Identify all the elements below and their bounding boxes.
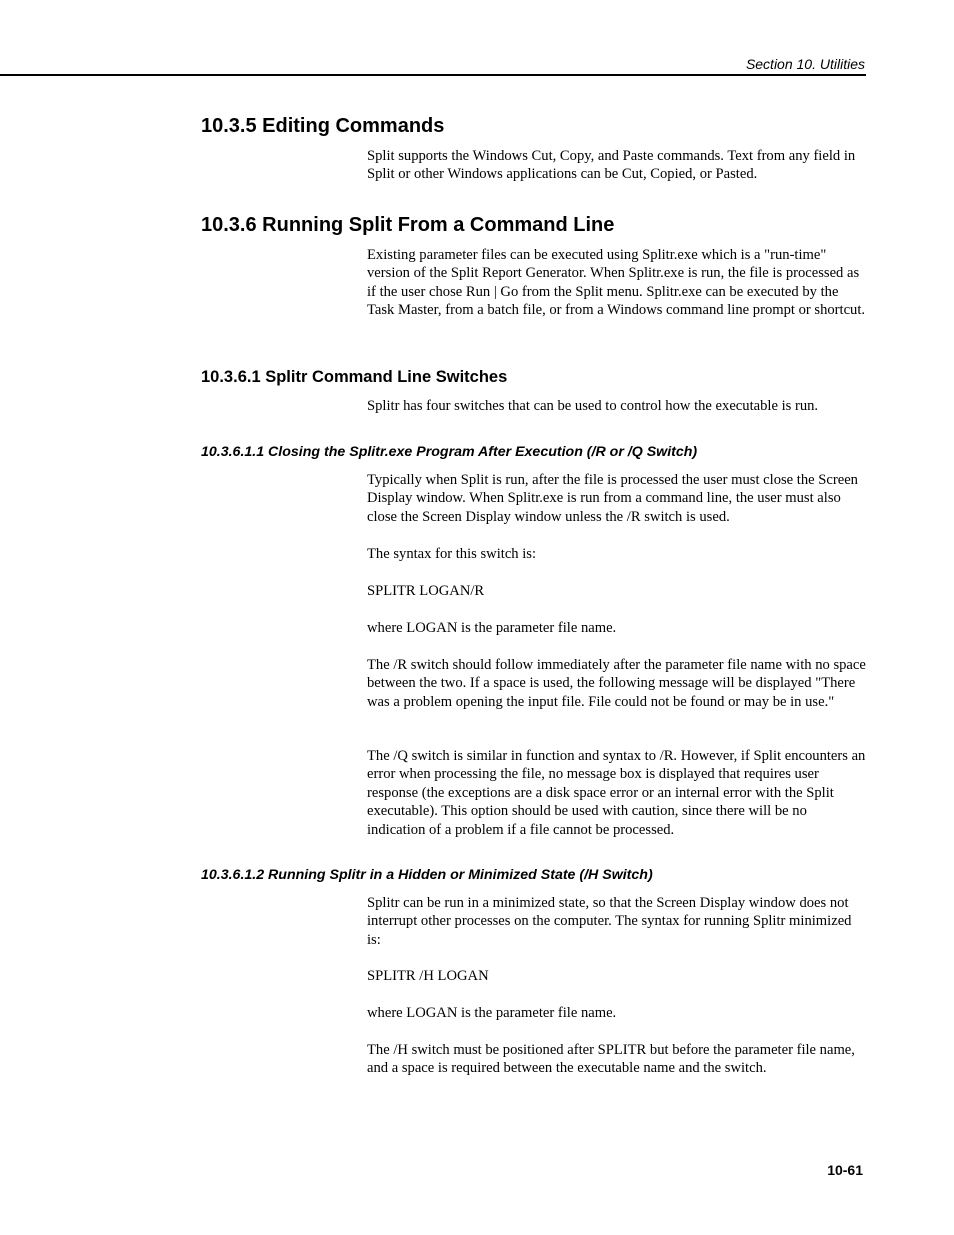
- heading-10-3-6-1-1: 10.3.6.1.1 Closing the Splitr.exe Program After Execution (/R or /Q Switch): [201, 444, 698, 460]
- paragraph-splitr-switches: Splitr has four switches that can be used to control how the executable is run.: [367, 398, 819, 414]
- heading-10-3-6: 10.3.6 Running Split From a Command Line: [201, 214, 615, 236]
- running-head: Section 10. Utilities: [745, 56, 865, 72]
- paragraph-syntax-r: SPLITR LOGAN/R: [367, 583, 485, 599]
- paragraph-logan-definition-2: where LOGAN is the parameter file name.: [367, 1005, 617, 1021]
- paragraph-syntax-h: SPLITR /H LOGAN: [367, 968, 489, 984]
- header-rule: [0, 74, 866, 76]
- heading-10-3-6-1-2: 10.3.6.1.2 Running Splitr in a Hidden or Minimized State (/H Switch): [201, 867, 653, 883]
- heading-10-3-5: 10.3.5 Editing Commands: [201, 115, 445, 137]
- page-number: 10-61: [827, 1162, 863, 1178]
- paragraph-h-switch-position: The /H switch must be positioned after SPLITR but before the parameter file name, and a space is required between the executable name and the switch.: [367, 1042, 855, 1077]
- paragraph-q-switch: The /Q switch is similar in function and syntax to /R. However, if Split encounters an error when processing the file, no message box is displayed that requires user response (the exceptions are a disk space error or an internal error with the Split executable). This option should be used with caution, since there will be no indication of a problem if a file cannot be processed.: [367, 748, 866, 838]
- paragraph-syntax-intro: The syntax for this switch is:: [367, 546, 537, 562]
- paragraph-editing-commands: Split supports the Windows Cut, Copy, and Paste commands. Text from any field in Split or other Windows applications can be Cut, Copied, or Pasted.: [367, 148, 856, 183]
- heading-10-3-6-1: 10.3.6.1 Splitr Command Line Switches: [201, 368, 508, 386]
- paragraph-logan-definition: where LOGAN is the parameter file name.: [367, 620, 617, 636]
- paragraph-r-switch-usage: The /R switch should follow immediately after the parameter file name with no space between the two. If a space is used, the following message will be displayed "There was a problem opening the input file. File could not be found or may be in use.": [367, 657, 866, 710]
- paragraph-closing-intro: Typically when Split is run, after the file is processed the user must close the Screen Display window. When Splitr.exe is run from a command line, the user must also close the Screen Display window unless the /R switch is used.: [367, 472, 858, 525]
- paragraph-running-split: Existing parameter files can be executed using Splitr.exe which is a "run-time" version of the Split Report Generator. When Splitr.exe is run, the file is processed as if the user chose Run | Go from the Split menu. Splitr.exe can be executed by the Task Master, from a batch file, or from a Windows command line prompt or shortcut.: [367, 247, 866, 319]
- paragraph-minimized-intro: Splitr can be run in a minimized state, so that the Screen Display window does not interrupt other processes on the computer. The syntax for running Splitr minimized is:: [367, 895, 852, 948]
